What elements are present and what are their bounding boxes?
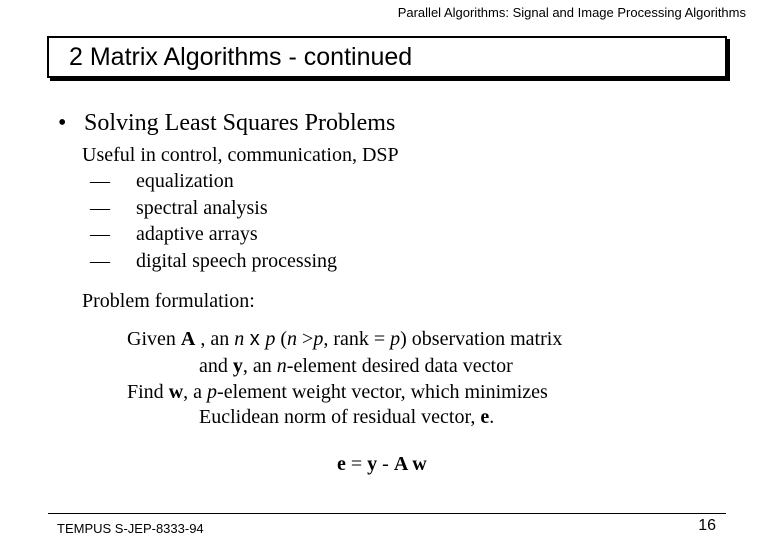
var-p: p (390, 328, 401, 350)
var-n: n (234, 328, 245, 350)
find-line (127, 381, 548, 404)
eq-minus: - (377, 453, 394, 475)
footer-project-code: TEMPUS S-JEP-8333-94 (57, 521, 204, 536)
vector-w: w (168, 381, 184, 403)
slide-title: 2 Matrix Algorithms - continued (69, 43, 413, 71)
given-text: ( (275, 328, 288, 350)
given-text: , an (195, 328, 235, 350)
var-n: n (276, 355, 287, 377)
bullet-marker: • (58, 110, 67, 136)
var-p: p (207, 381, 218, 403)
find-text: , a (183, 381, 208, 403)
given-text: ) observation matrix (400, 328, 563, 350)
given-line-2 (199, 355, 513, 378)
given-text: , an (242, 355, 277, 377)
eq-equals: = (345, 453, 368, 475)
given-word: Given (127, 328, 176, 350)
dash-marker: — (90, 250, 110, 272)
find-word: Find (127, 381, 169, 403)
application-item (90, 223, 258, 246)
find-text: . (489, 406, 495, 428)
problem-heading: Problem formulation: (82, 290, 255, 312)
application-text: digital speech processing (136, 250, 338, 272)
vector-y: y (232, 355, 243, 377)
given-text: > (297, 328, 314, 350)
find-line-2 (199, 406, 494, 429)
application-item (90, 250, 337, 273)
application-item (90, 170, 234, 193)
application-text: equalization (136, 170, 234, 192)
given-text: and (199, 355, 233, 377)
find-text: -element weight vector, which minimizes (217, 381, 548, 403)
eq-a: A (393, 453, 408, 475)
running-header: Parallel Algorithms: Signal and Image Processing Algorithms (397, 5, 746, 20)
dash-marker: — (90, 223, 110, 245)
useful-in-text: Useful in control, communication, DSP (82, 144, 399, 166)
var-p: p (265, 328, 276, 350)
eq-w: w (407, 453, 427, 475)
find-text: Euclidean norm of residual vector, (199, 406, 481, 428)
application-text: spectral analysis (136, 197, 268, 219)
eq-e: e (337, 453, 346, 475)
var-n: n (287, 328, 298, 350)
application-item (90, 197, 268, 220)
given-text: -element desired data vector (286, 355, 513, 377)
application-text: adaptive arrays (136, 223, 258, 245)
vector-e: e (480, 406, 490, 428)
dash-marker: — (90, 170, 110, 192)
matrix-a: A (180, 328, 196, 350)
slide-title-box (47, 36, 727, 78)
page-number: 16 (698, 517, 716, 534)
var-p: p (313, 328, 324, 350)
times-symbol: x (244, 328, 266, 350)
bullet-item (58, 110, 395, 137)
given-text: , rank = (323, 328, 391, 350)
bullet-text: Solving Least Squares Problems (84, 110, 396, 136)
given-line (127, 328, 562, 351)
eq-y: y (367, 453, 378, 475)
residual-equation (337, 453, 427, 476)
footer-divider (48, 513, 726, 514)
dash-marker: — (90, 197, 110, 219)
